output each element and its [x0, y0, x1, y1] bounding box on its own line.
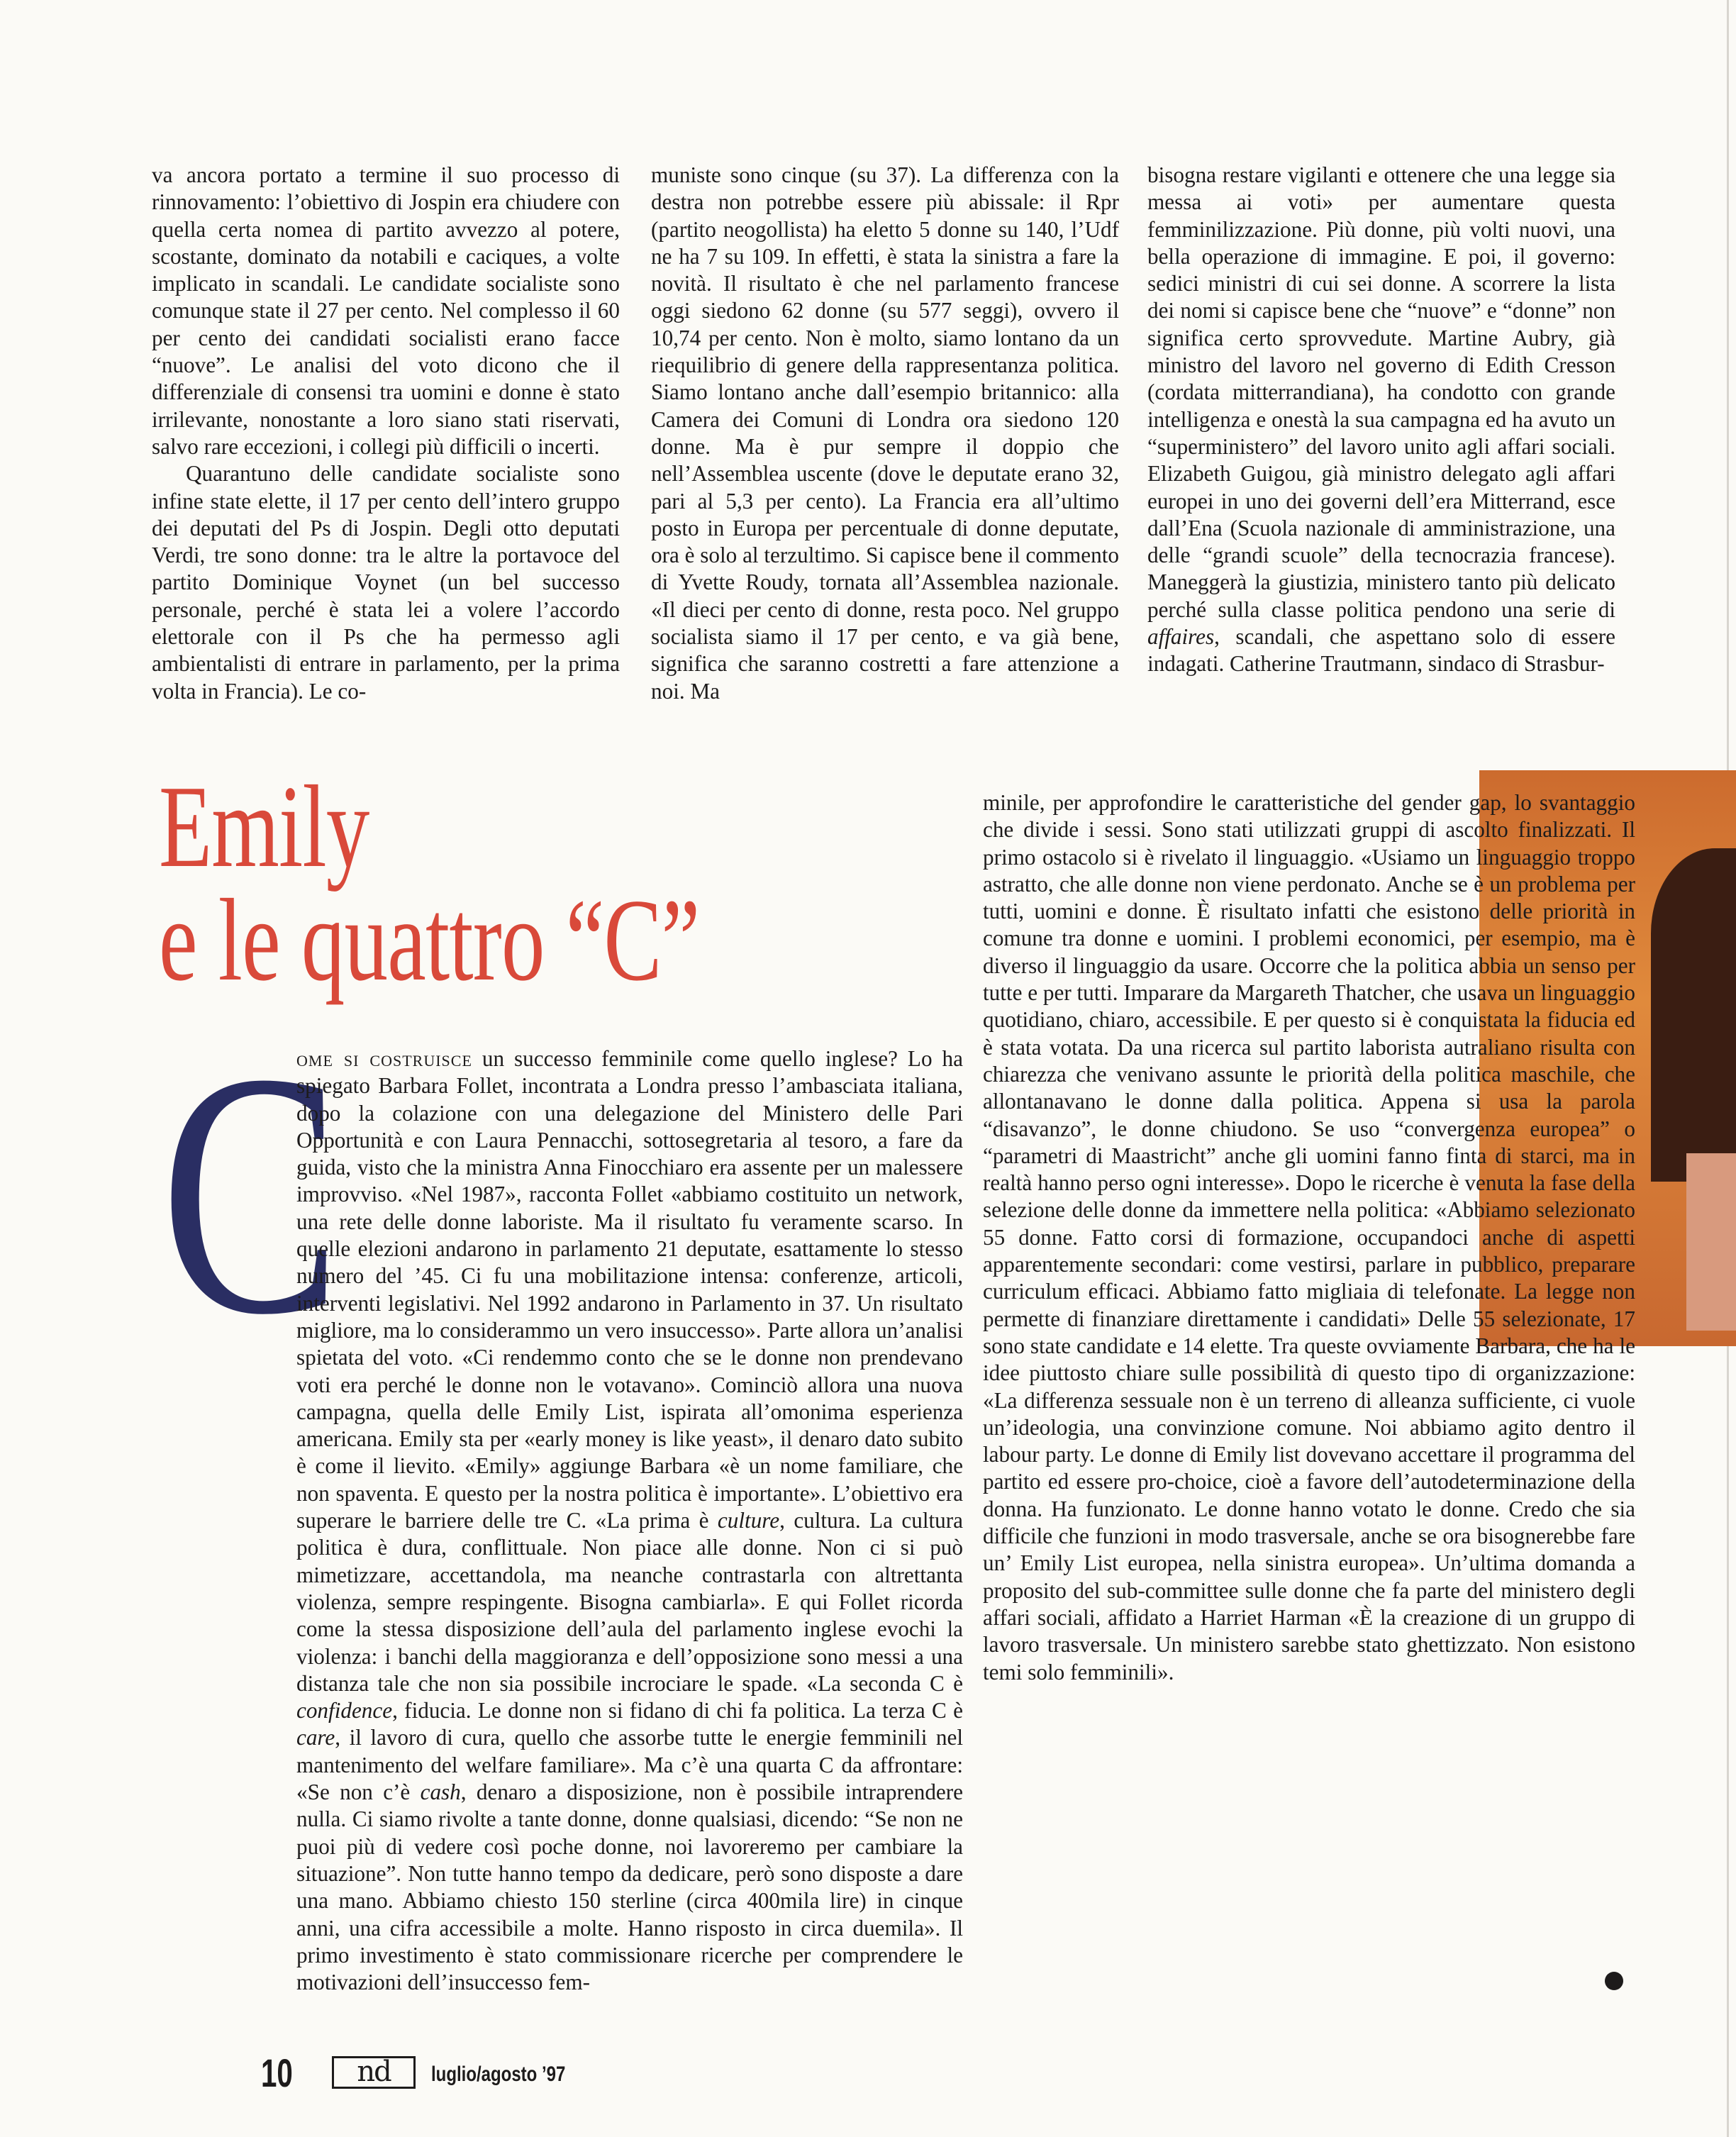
article-title [159, 761, 767, 1005]
photo-shadow-shape [1651, 848, 1736, 1182]
paragraph: muniste sono cinque (su 37). La differenza con la destra non potrebbe essere più abissale: il Rpr (partito neogollista) ha eletto 5 donne su 140, l’Udf ne ha 7 su 109. In effetti, è stata la sinistra a fare la novità. Il risultato è che nel parlamento francese oggi siedono 62 donne (su 577 seggi), ovvero il 10,74 per cento. Non è molto, siamo lontano da un riequilibrio di genere della rappresentanza politica. Siamo lontano anche dall’esempio britannico: alla Camera dei Comuni di Londra ora siedono 120 donne. Ma è pur sempre il doppio che nell’Assemblea uscente (dove le deputate erano 32, pari al 5,3 per cento). La Francia era all’ultimo posto in Europa per percentuale di donne deputate, ora è solo al terzultimo. Si capisce bene il commento di Yvette Roudy, tornata all’Assemblea nazionale. «Il dieci per cento di donne, resta poco. Nel gruppo socialista siamo il 17 per cento, e va già bene, significa che saranno costretti a fare attenzione a noi. Ma [651, 162, 1119, 704]
text-run: , scandali, che aspettano solo di essere indagati. Catherine Trautmann, sindaco di Strasbur- [1147, 624, 1615, 677]
title-line-2: e le quattro “C” [159, 875, 700, 1005]
paragraph: Quarantuno delle candidate socialiste sono infine state elette, il 17 per cento dell’intero gruppo dei deputati del Ps di Jospin. Degli otto deputati Verdi, tre sono donne: tra le altre la portavoce del partito Dominique Voynet (un bel successo personale, perché è stata lei a volere l’accordo elettorale con il Ps che ha permesso agli ambientalisti di entrare in parlamento, per la prima volta in Francia). Le co- [152, 461, 620, 704]
article-body-left [163, 1045, 963, 1996]
italic-term: cash [420, 1780, 461, 1805]
italic-term: culture [717, 1508, 780, 1533]
italic-term: care [296, 1725, 335, 1750]
text-run: un successo femminile come quello inglese? Lo ha spiegato Barbara Follet, incontrata a Londra presso l’ambasciata italiana, dopo la colazione con una delegazione del Ministero delle Pari Opportunità e con Laura Pennacchi, sottosegretaria al tesoro, a fare da guida, visto che la ministra Anna Finocchiaro era assente per un malessere improvviso. «Nel 1987», racconta Follet «abbiamo costituito un network, una rete delle donne laboriste. Ma il risultato fu veramente scarso. In quelle elezioni andarono in parlamento 21 deputate, esattamente lo stesso numero del ’45. Ci fu una mobilitazione intensa: conferenze, articoli, interventi legislativi. Nel 1992 andarono in Parlamento in 37. Un risultato migliore, ma lo considerammo un vero insuccesso». Parte allora un’analisi spietata del voto. «Ci rendemmo conto che se le donne non prendevano voti era perché le donne non le votavano». Cominciò allora una nuova campagna, quella delle Emily List, ispirata all’omonima esperienza americana. Emily sta per «early money is like yeast», il denaro dato subito è come il lievito. «Emily» aggiunge Barbara «è un nome familiare, che non spaventa. E questo per la nostra politica è importante». L’obiettivo era superare le barriere delle tre C. «La prima è [296, 1046, 963, 1533]
top-column-1 [152, 162, 620, 705]
magazine-logo: nd [332, 2056, 416, 2089]
article-body-right [983, 789, 1635, 1686]
top-column-2 [651, 162, 1119, 705]
drop-cap: C [160, 1001, 341, 1386]
text-run: , cultura. La cultura politica è dura, conflittuale. Non piace alle donne. Non ci si può mimetizzare, accettandola, ma neanche contrastarla con altrettanta violenza, sempre respingente. Bisogna cambiarla». E qui Follet ricorda come la stessa disposizione dell’aula del parlamento inglese evochi la violenza: i banchi della maggioranza e dell’opposizione sono messi a una distanza tale che non sia possibile incrociare le spade. «La seconda C è [296, 1508, 963, 1696]
paragraph [1147, 162, 1615, 678]
text-run: , fiducia. Le donne non si fidano di chi fa politica. La terza C è [392, 1698, 963, 1724]
title-line-1: Emily [159, 761, 369, 892]
issue-date: luglio/agosto ’97 [431, 2063, 566, 2086]
paragraph: va ancora portato a termine il suo processo di rinnovamento: l’obiettivo di Jospin era chiudere con quella certa nomea di partito avvezzo al potere, scostante, dominato da notabili e caciques, a volte implicato in scandali. Le candidate socialiste sono comunque state il 27 per cento. Nel complesso il 60 per cento dei candidati socialisti erano facce “nuove”. Le analisi del voto dicono che il differenziale di consensi tra uomini e donne è stato irrilevante, nonostante a loro siano stati riservati, salvo rare eccezioni, i collegi più difficili o incerti. [152, 162, 620, 459]
text-run: bisogna restare vigilanti e ottenere che una legge sia messa ai voti» per aumentare questa femminilizzazione. Più donne, più volti nuovi, una bella operazione di immagine. E poi, il governo: sedici ministri di cui sei donne. A scorrere la lista dei nomi si capisce bene che “nuove” e “donne” non significa certo sprovvedute. Martine Aubry, già ministro del lavoro nel governo di Edith Cresson (cordata mitterrandiana), ha condotto con grande intelligenza e onestà la sua campagna ed ha avuto un “superministero” del lavoro unito agli affari sociali. Elizabeth Guigou, già ministro delegato agli affari europei in uno dei governi dell’era Mitterrand, esce dall’Ena (Scuola nazionale di amministrazione, una delle “grandi scuole” della tecnocrazia francese). Maneggerà la giustizia, ministero tanto più delicato perché sulla classe politica pendono una serie di [1147, 162, 1615, 622]
text-run: , denaro a disposizione, non è possibile intraprendere nulla. Ci siamo rivolte a tante donne, donne qualsiasi, dicendo: “Se non ne puoi più di vedere così poche donne, noi lavoreremo per cambiare la situazione”. Non tutte hanno tempo da dedicare, però sono disposte a dare una mano. Abbiamo chiesto 150 sterline (circa 400mila lire) in cinque anni, una cifra accessibile a molte. Hanno risposto in circa duemila». Il primo investimento è stato commissionare ricerche per comprendere le motivazioni dell’insuccesso fem- [296, 1780, 963, 1995]
paragraph [296, 1045, 963, 1996]
italic-term: confidence [296, 1698, 393, 1724]
italic-term: affaires [1147, 624, 1215, 650]
end-of-article-bullet [1605, 1972, 1623, 1990]
top-column-3 [1147, 162, 1615, 678]
lead-smallcaps: ome si costruisce [296, 1046, 472, 1071]
paragraph: minile, per approfondire le caratteristiche del gender gap, lo svantaggio che divide i sessi. Sono stati utilizzati gruppi di ascolto finalizzati. Il primo ostacolo si è rivelato il linguaggio. «Usiamo un linguaggio troppo astratto, che alle donne non viene perdonato. Anche se è un problema per tutti, uomini e donne. È risultato infatti che esistono delle priorità in comune tra donne e uomini. I problemi economici, per esempio, ma è diverso il linguaggio da usare. Occorre che la politica abbia un senso per tutte e per tutti. Imparare da Margareth Thatcher, che usava un linguaggio quotidiano, chiaro, accessibile. E per questo si è conquistata la fiducia ed è stata votata. Da una ricerca sul partito laborista autraliano risulta con chiarezza che venivano assunte le priorità della politica maschile, che allontanavano le donne dalla politica. Appena si usa la parola “disavanzo”, le donne chiudono. Se uso “convergenza europea” o “parametri di Maastricht” anche gli uomini fanno finta di starci, ma in realtà hanno perso ogni interesse». Dopo le ricerche è venuta la fase della selezione delle donne da immettere nella politica: «Abbiamo selezionato 55 donne. Fatto corsi di formazione, occupandoci anche di aspetti apparentemente secondari: come vestirsi, parlare in pubblico, preparare curriculum efficaci. Abbiamo fatto migliaia di telefonate. La legge non permette di finanziare direttamente i candidati» Delle 55 selezionate, 17 sono state candidate e 14 elette. Tra queste ovviamente Barbara, che ha le idee piuttosto chiare sulle possibilità di questo tipo di organizzazione: «La differenza sessuale non è un terreno di alleanza sufficiente, ci vuole un’ideologia, una convinzione comune. Noi abbiamo agito dentro il labour party. Le donne di Emily list dovevano accettare il programma del partito ed essere pro-choice, cioè a favore dell’autodeterminazione della donna. Ha funzionato. Le donne hanno votato le donne. Credo che sia difficile che funzioni in modo trasversale, anche se ora bisognerebbe fare un’ Emily List europea, nella sinistra europea». Un’ultima domanda a proposito del sub-committee sulle donne che fa parte del ministero degli affari sociali, affidato a Harriet Harman «È la creazione di un gruppo di lavoro trasversale. Un ministero sarebbe stato ghettizzato. Non esistono temi solo femminili». [983, 790, 1635, 1684]
page-number: 10 [261, 2050, 293, 2095]
text-run: , il lavoro di cura, quello che assorbe tutte le energie femminili nel mantenimento del welfare familiare». Ma c’è una quarta C da affrontare: «Se non c’è [296, 1725, 963, 1805]
photo-skin-shape [1686, 1153, 1736, 1331]
